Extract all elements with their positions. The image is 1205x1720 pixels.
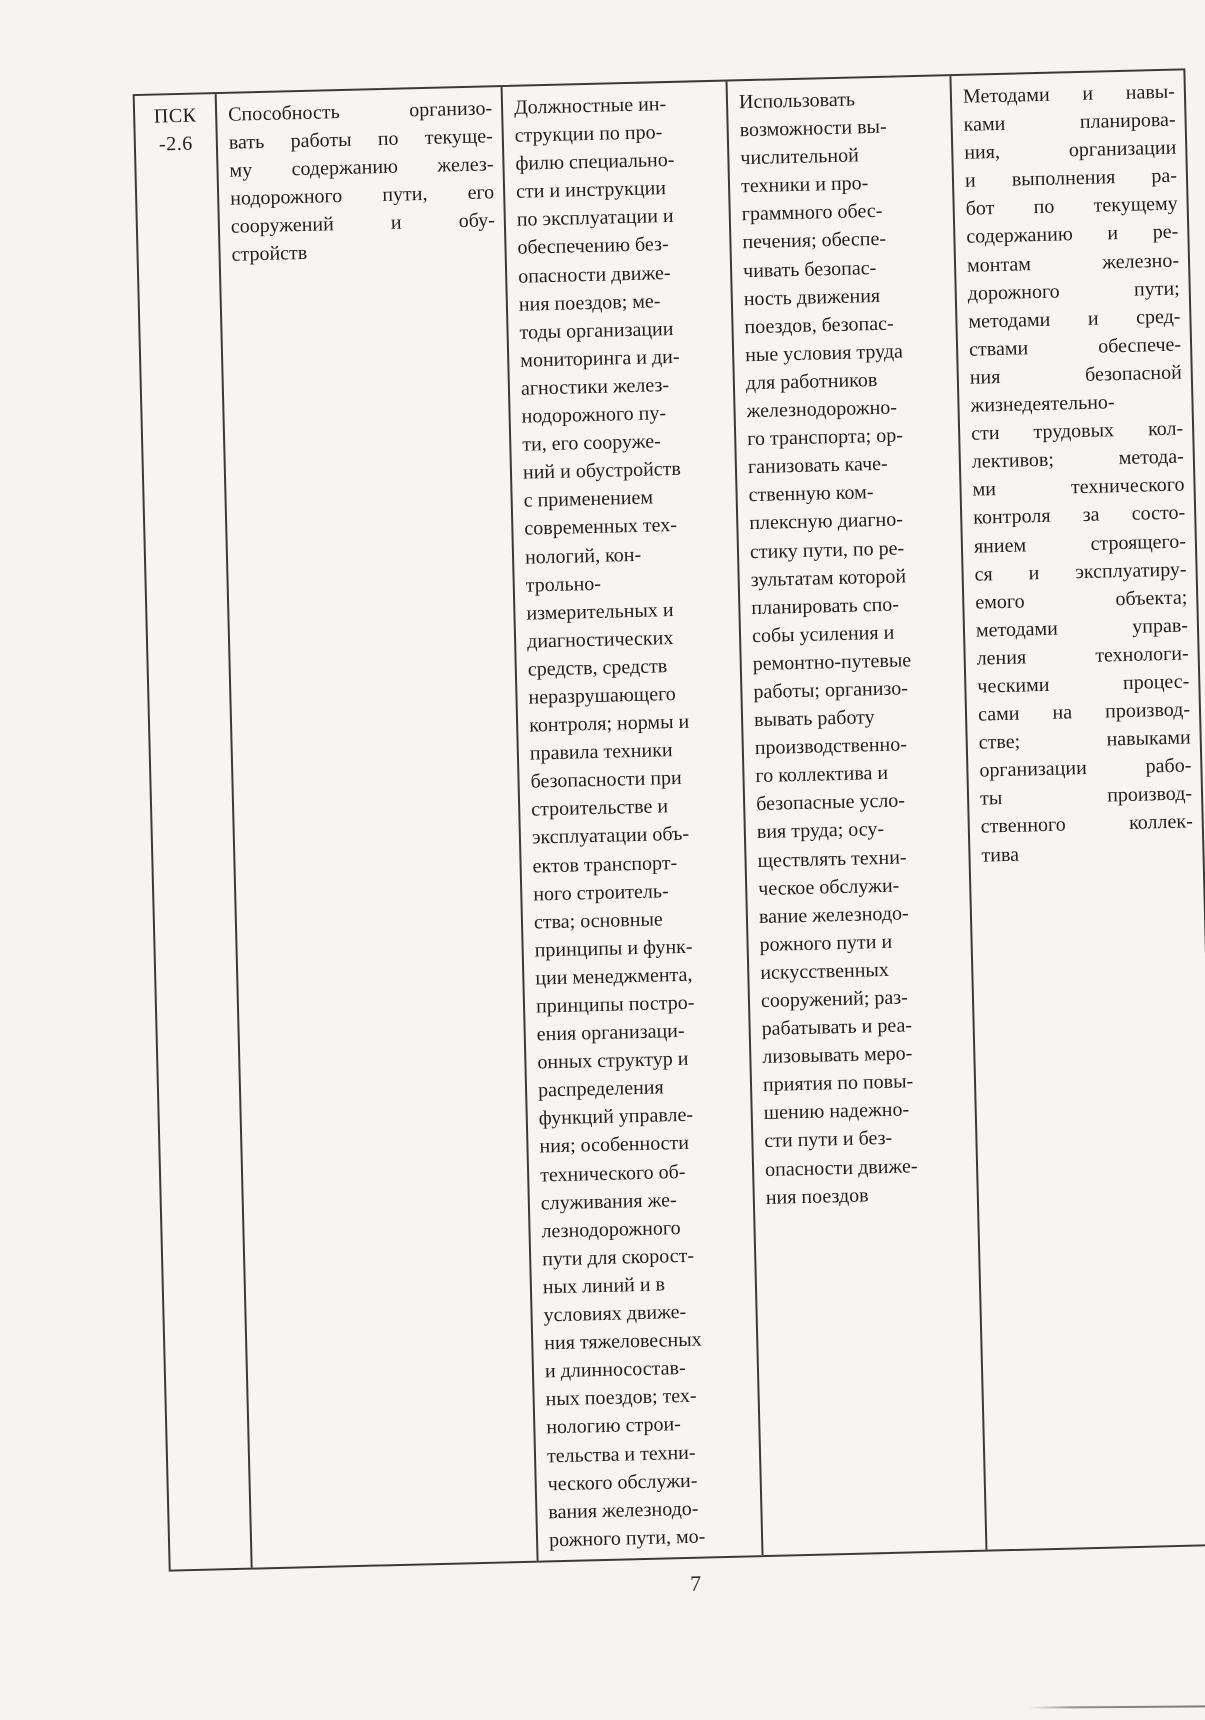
master-cell — [951, 70, 1205, 1549]
scanned-table-region — [133, 68, 1205, 1609]
know-text: Должностные ин- струкции по про- филю специально- сти и инструкции по эксплуатации и обеспечению без- опасности движе- ния поездов; ме- тоды организации мониторинга и ди- агностики желез- нодорожного пу- ти, его сооруже- ний и обустройств с применением современных тех- нологий, кон- трольно- измерительных и диагностических средств, средств неразрушающего контроля; нормы и правила техники безопасности при строительстве и эксплуатации объ- ектов транспорт- ного строитель- ства; основные принципы и функ- ции менеджмента, принципы постро- ения организаци- онных структур и распределения функций управле- ния; особенности технического об- служивания же- лезнодорожного пути для скорост- ных линий и в условиях движе- ния тяжеловесных и длинносостав- ных поездов; тех- нологию строи- тельства и техни- ческого обслужи- вания железнодо- рожного пути, мо- — [513, 93, 706, 1552]
competence-description: Способность организо- вать работы по текуще- му содержанию желез- нодорожного пути, его сооружений и обу- стройств — [227, 97, 496, 267]
page-number: 7 — [689, 1570, 702, 1596]
competency-table — [133, 68, 1205, 1571]
able-text: Использовать возможности вы- числительной техники и про- граммного обес- печения; обеспе- чивать безопас- ность движения поездов, безопас- ные условия труда для работников железнодорожно- го транспорта; ор- ганизовать каче- ственную ком- плексную диагно- стику пути, по ре- зультатам которой планировать спо- собы усиления и ремонтно-путевые работы; организо- вывать работу производственно- го коллектива и безопасные усло- вия труда; осу- ществлять техни- ческое обслужи- вание железнодо- рожного пути и искусственных сооружений; раз- рабатывать и реа- лизовывать меро- приятия по повы- шению надежно- сти пути и без- опасности движе- ния поездов — [738, 88, 918, 1209]
scan-artifact-line — [1028, 1705, 1205, 1708]
able-cell — [728, 76, 988, 1555]
competence-description-cell — [217, 87, 539, 1568]
know-cell — [503, 82, 764, 1561]
master-text: Методами и навы- ками планирова- ния, организации и выполнения ра- бот по текущему содержанию и ре- монтам железно- дорожного пути; методами и сред- ствами обеспече- ния безопасной жизнедеятельно- сти трудовых кол- лективов; метода- ми технического контроля за состо- янием строящего- ся и эксплуатиру- емого объекта; методами управ- ления технологи- ческими процес- сами на производ- стве; навыками организации рабо- ты производ- ственного коллек- тива — [962, 80, 1194, 867]
competence-code: ПСК -2.6 — [153, 104, 197, 156]
